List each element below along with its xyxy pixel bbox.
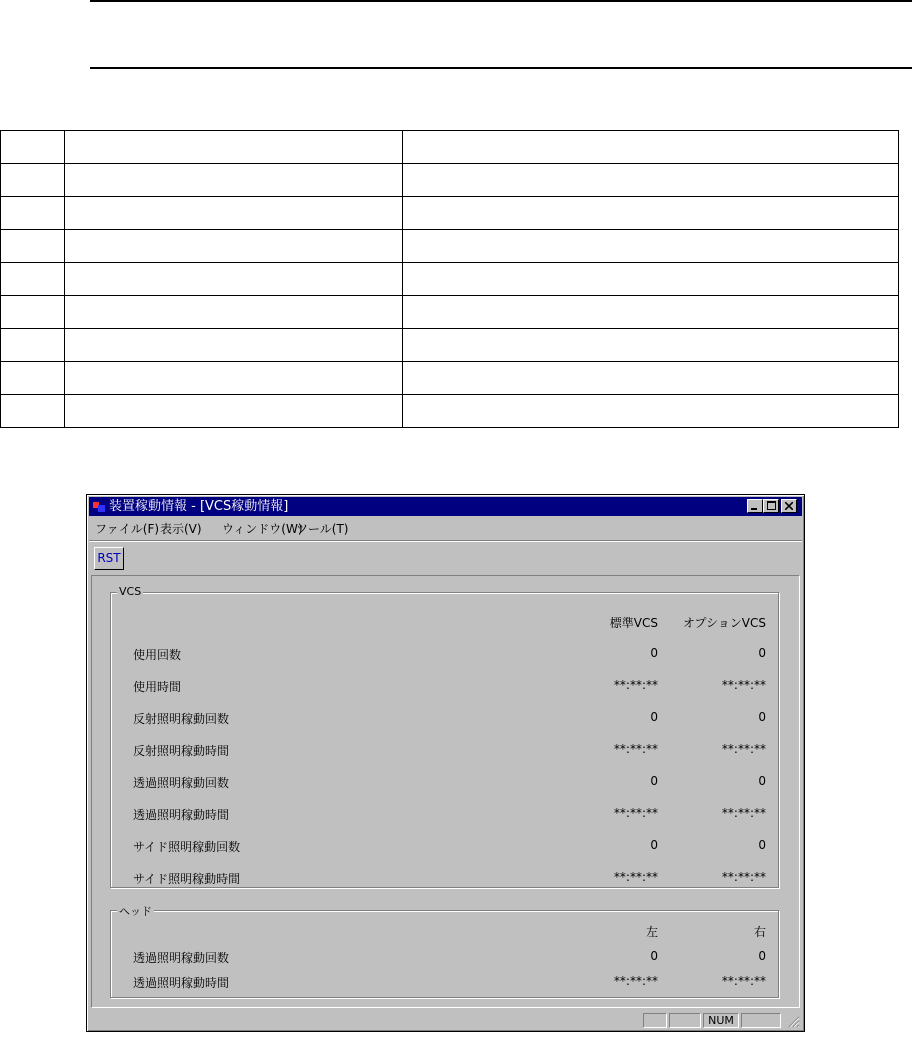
option-value: **:**:**: [721, 678, 766, 692]
option-value: 0: [758, 710, 766, 724]
row-label: 透過照明稼動回数: [133, 951, 230, 965]
window-title: 装置稼動情報 - [VCS稼動情報]: [109, 499, 289, 514]
row-label: 使用回数: [133, 648, 182, 662]
menu-file[interactable]: ファイル(F): [95, 522, 160, 536]
menu-tools[interactable]: ツール(T): [296, 522, 349, 536]
table-row: [1, 164, 899, 197]
table-row: [1, 230, 899, 263]
app-icon: [92, 499, 106, 513]
row-label: 透過照明稼動回数: [133, 776, 230, 790]
menu-separator: [89, 540, 802, 542]
table-row: [111, 708, 778, 728]
table-row: [111, 772, 778, 792]
table-row: [111, 740, 778, 760]
left-header: 左: [645, 925, 658, 939]
table-row: [1, 362, 899, 395]
right-value: 0: [758, 949, 766, 963]
standard-value: 0: [650, 774, 658, 788]
left-value: 0: [650, 949, 658, 963]
rst-button[interactable]: RST: [94, 547, 124, 570]
row-label: 透過照明稼動時間: [133, 808, 230, 822]
minimize-icon: [751, 502, 759, 510]
option-value: 0: [758, 774, 766, 788]
option-value: **:**:**: [721, 806, 766, 820]
row-label: 反射照明稼動回数: [133, 712, 230, 726]
table-row: [111, 644, 778, 664]
status-pane: [669, 1013, 701, 1028]
table-row: [111, 972, 778, 992]
standard-value: **:**:**: [613, 806, 658, 820]
option-value: 0: [758, 838, 766, 852]
row-label: サイド照明稼動時間: [133, 872, 241, 886]
option-value: 0: [758, 646, 766, 660]
left-value: **:**:**: [613, 974, 658, 988]
standard-value: **:**:**: [613, 870, 658, 884]
vcs-group-label: VCS: [119, 585, 142, 598]
standard-vcs-header: 標準VCS: [609, 616, 658, 630]
right-value: **:**:**: [721, 974, 766, 988]
row-label: サイド照明稼動回数: [133, 840, 241, 854]
table-row: [1, 395, 899, 428]
maximize-button[interactable]: [763, 499, 779, 513]
option-value: **:**:**: [721, 870, 766, 884]
table-row: [1, 329, 899, 362]
option-vcs-header: オプションVCS: [682, 616, 766, 630]
standard-value: **:**:**: [613, 742, 658, 756]
table-row: [1, 197, 899, 230]
close-icon: [785, 502, 793, 510]
maximize-icon: [767, 501, 776, 510]
row-label: 反射照明稼動時間: [133, 744, 230, 758]
row-label: 透過照明稼動時間: [133, 976, 230, 990]
standard-value: 0: [650, 710, 658, 724]
table-row: [1, 296, 899, 329]
head-header-row: [111, 921, 778, 941]
num-lock-indicator: NUM: [703, 1013, 739, 1028]
status-pane: [643, 1013, 667, 1028]
menu-window[interactable]: ウィンドウ(W): [222, 522, 303, 536]
option-value: **:**:**: [721, 742, 766, 756]
title-bar[interactable]: [89, 497, 802, 516]
minimize-button[interactable]: [747, 499, 763, 513]
close-button[interactable]: [781, 499, 797, 513]
standard-value: 0: [650, 838, 658, 852]
status-bar: [89, 1011, 802, 1029]
header-rule-top: [90, 0, 912, 2]
client-area: [91, 575, 800, 1008]
table-row: [1, 263, 899, 296]
row-label: 使用時間: [133, 680, 182, 694]
header-rule-bottom: [90, 67, 912, 69]
resize-grip-icon[interactable]: [788, 1016, 800, 1028]
right-header: 右: [753, 925, 766, 939]
table-row: [111, 804, 778, 824]
table-row: [111, 676, 778, 696]
status-pane: [741, 1013, 781, 1028]
app-window: [86, 494, 805, 1032]
vcs-group: [110, 585, 779, 888]
standard-value: **:**:**: [613, 678, 658, 692]
menu-view[interactable]: 表示(V): [160, 522, 202, 536]
table-row: [111, 868, 778, 888]
head-group-label: ヘッド: [119, 905, 152, 918]
table-row: [111, 947, 778, 967]
document-table: [0, 130, 899, 428]
head-group: [110, 905, 779, 998]
vcs-header-row: [111, 612, 778, 632]
table-row: [111, 836, 778, 856]
table-row: [1, 131, 899, 164]
standard-value: 0: [650, 646, 658, 660]
menu-bar: [89, 517, 802, 537]
